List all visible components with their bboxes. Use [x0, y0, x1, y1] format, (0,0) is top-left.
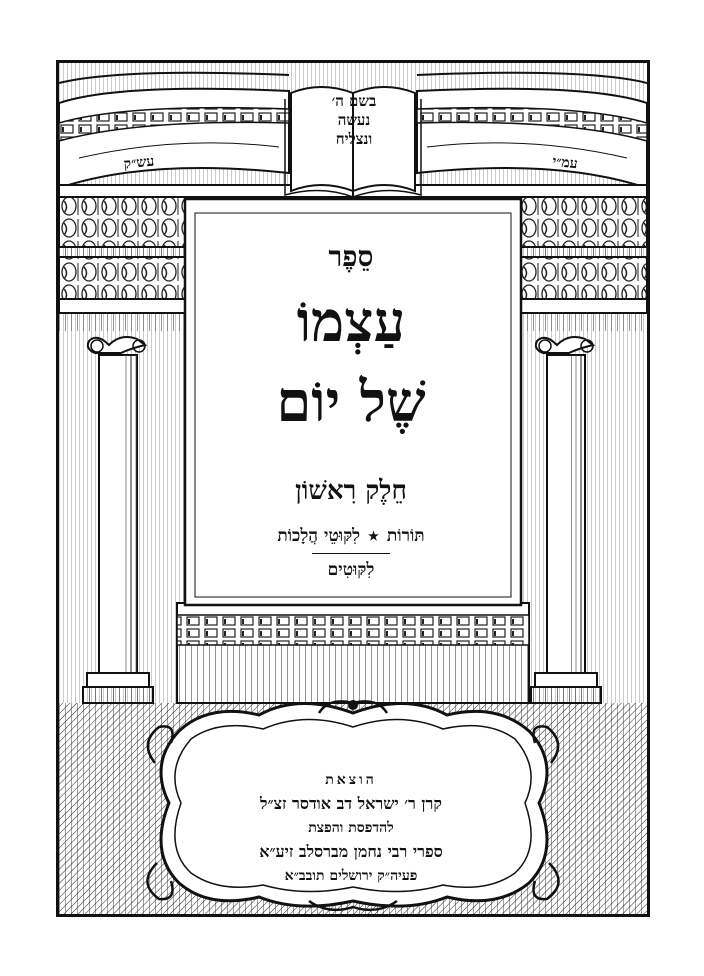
part-label: חֵלֶק רִאשׁוֹן [295, 476, 407, 506]
title-line-1: עַצְמוֹ [296, 289, 406, 355]
left-ribbon-text: עש״ק [122, 153, 156, 173]
book-line-1: בשם ה׳ [331, 92, 377, 110]
contents-likutei-halachot: לִקּוּטֵי הֲלָכוֹת [277, 526, 361, 546]
book-line-2: נעשה [337, 111, 371, 129]
right-ribbon-text: עמ״י [551, 153, 579, 173]
contents-line [196, 526, 506, 546]
title-line-2: שֶׁל יוֹם [276, 369, 426, 435]
publisher-block [196, 768, 506, 888]
publisher-line-2: קרן ר׳ ישראל דב אודסר זצ״ל [260, 794, 442, 813]
divider-line [312, 553, 390, 554]
pedestal-frieze [177, 615, 529, 645]
publisher-line-3: להדפסת והפצת [308, 820, 394, 836]
sefer-label: סֵפֶר [328, 240, 374, 273]
collections-label: לִקּוּטִים [327, 560, 375, 580]
publisher-line-5: פעיה״ק ירושלים תובב״א [284, 868, 418, 884]
star-icon: ★ [368, 529, 379, 543]
publisher-line-4: ספרי רבי נחמן מברסלב זיע״א [259, 842, 443, 861]
publisher-line-1: הוצאת [325, 772, 377, 788]
open-book-text [294, 92, 414, 149]
contents-torot: תּוֹרוֹת [386, 526, 425, 546]
book-line-3: ונצליח [335, 130, 373, 148]
